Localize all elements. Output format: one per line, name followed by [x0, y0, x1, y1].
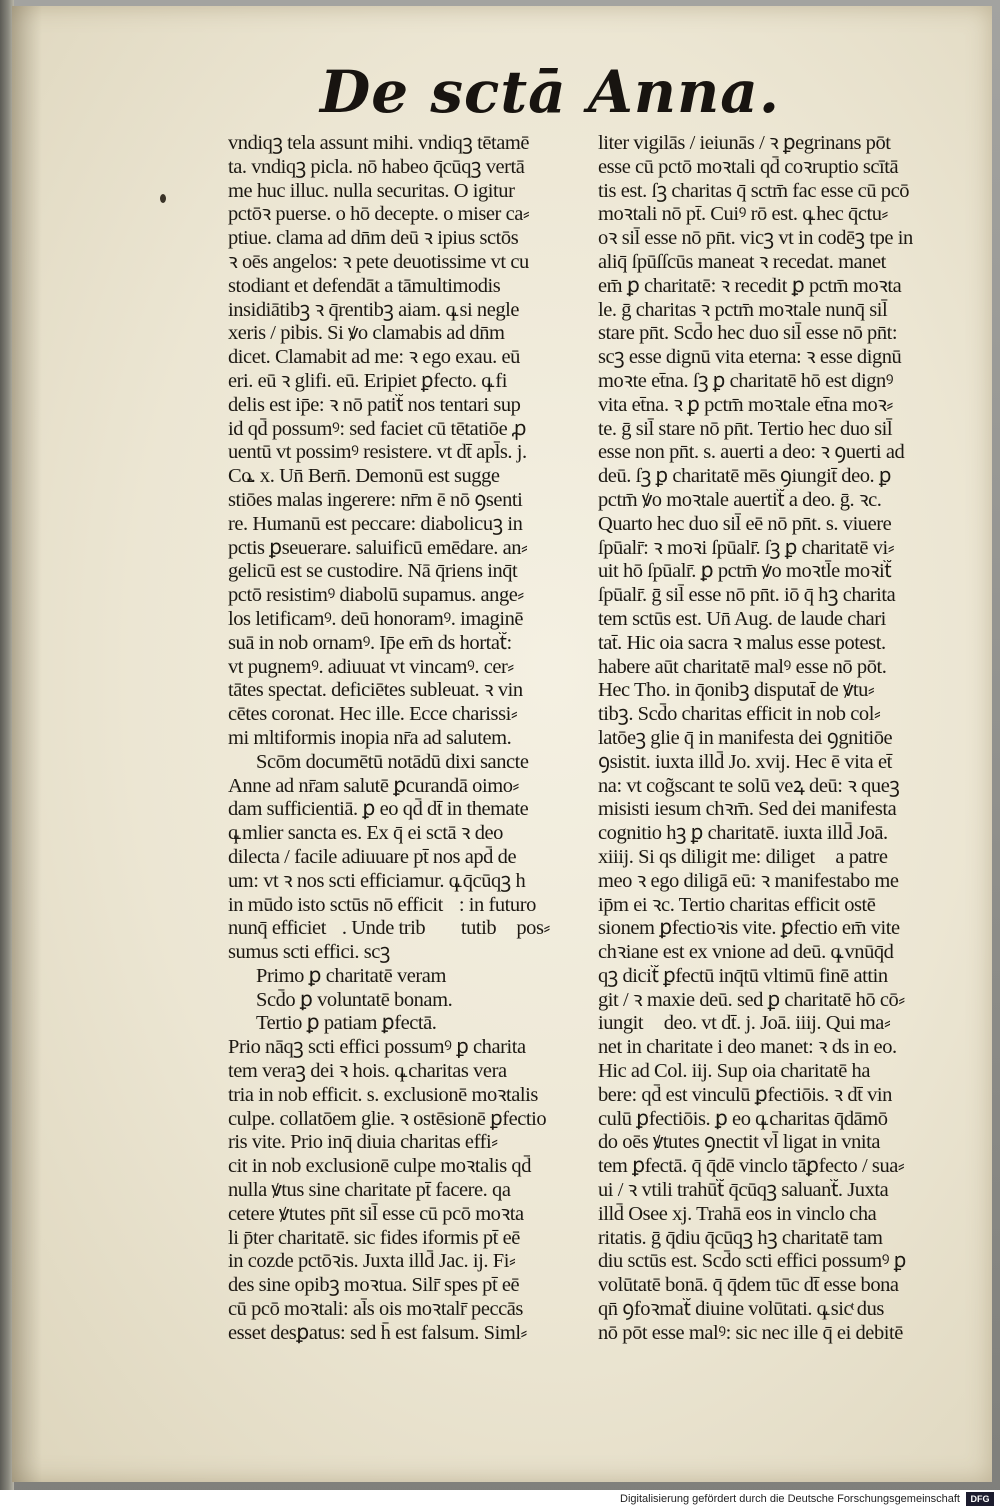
text-line: aliq̄ ſpūſſcūs maneat ꝛ recedat. manet: [598, 250, 886, 273]
text-line: deū. ſꝫ ꝑ charitatē mēs ꝯiungit̄ deo. ꝑ: [598, 465, 892, 488]
text-line: ꝛ oēs angelos: ꝛ pete deuotissime vt cu: [228, 250, 529, 273]
text-line: ip̄m ei ꝛc. Tertio charitas efficit ostē: [598, 893, 876, 916]
text-line: Hic ad Col. iij. Sup oia charitatē ha: [598, 1060, 870, 1083]
text-line: um: vt ꝛ nos scti efficiamur. q꜡ q̄cūqꝫ h: [228, 869, 526, 892]
text-line: uentū vt possimꝰ resistere. vt dt̄ apl̄s. j.: [228, 441, 527, 464]
text-line: latōeꝫ glie q̄ in manifesta dei ꝯgnitiōe: [598, 726, 893, 749]
text-line: tātes spectat. deficiētes subleuat. ꝛ vin: [228, 679, 523, 702]
text-line: q꜡ mlier sancta es. Ex q̄ ei sctā ꝛ deo: [228, 822, 503, 845]
text-line: esse non pn̄t. s. auerti a deo: ꝛ ꝯuerti ad: [598, 441, 905, 464]
text-line: bere: qd̄ est vinculū ꝑfectiōis. ꝛ dt̄ vin: [598, 1083, 892, 1106]
text-line: Co꜡. x. Un̄ Bern̄. Demonū est sugge: [228, 465, 500, 488]
text-line: vt pugnemꝰ. adiuuat vt vincamꝰ. cer⸗: [228, 655, 514, 678]
text-line: git / ꝛ maxie deū. sed ꝑ charitatē hō cō⸗: [598, 988, 905, 1011]
text-line: tria in nob efficit. s. exclusionē moꝛtalis: [228, 1083, 538, 1106]
ink-spot: [160, 194, 166, 203]
text-line: qꝫ dicit᷑ ꝑfectū inq̄tū vltimū finē attin: [598, 964, 888, 987]
text-line: xeris / pibis. Si ꝟo clamabis ad dn̄m: [228, 322, 505, 345]
running-title: De sctā Anna.: [319, 58, 781, 126]
text-line: liter vigilās / ieiunās / ꝛ ꝑegrinans pōt: [598, 132, 891, 154]
text-column-right: [598, 132, 966, 1346]
text-line: tem sctūs est. Un̄ Aug. de laude chari: [598, 607, 886, 630]
text-line: insidiātibꝫ ꝛ q̄rentibꝫ aiam. q꜡ si negle: [228, 298, 520, 321]
text-line: net in charitate i deo manet: ꝛ ds in eo.: [598, 1036, 897, 1059]
text-line: ritatis. ḡ q̄diu q̄cūqꝫ hꝫ charitatē tam: [598, 1226, 883, 1249]
text-line: ſpūalr̄: ꝛ moꝛi ſpūalr̄. ſꝫ ꝑ charitatē vi⸗: [598, 536, 895, 559]
text-line: pctōꝛ puerse. o hō decepte. o miser ca⸗: [228, 203, 530, 226]
text-line: iungit᷑ deo. vt dt̄. j. Joā. iiij. Qui ma⸗: [598, 1012, 891, 1035]
text-line: ptiue. clama ad dn̄m deū ꝛ ipius sctōs: [228, 227, 519, 250]
text-line: stiōes malas ingerere: nr̄m ē nō ꝯsenti: [228, 488, 523, 511]
text-line: in cozde pctōꝛis. Juxta illd̄ Jac. ij. Fi⸗: [228, 1250, 516, 1273]
text-line: dam sufficientiā. ꝑ eo qd̄ dt̄ in themate: [228, 798, 529, 821]
text-line: qn̄ ꝯfoꝛmat᷑ diuine volūtati. q꜡ sicͭ dus: [598, 1298, 884, 1321]
text-line: oꝛ sil̄ esse nō pn̄t. vicꝫ vt in codēꝫ tpe in: [598, 227, 913, 250]
text-line: chꝛiane est ex vnione ad deū. q꜡ vnūq̄d: [598, 941, 894, 964]
text-line: culpe. collatōem glie. ꝛ ostēsionē ꝑfectio: [228, 1107, 547, 1130]
text-line: mi mltiformis inopia nr̄a ad salutem.: [228, 726, 512, 749]
text-line: Scōm documētū notādū dixi sancte: [256, 750, 529, 773]
text-line: sumus scti effici. scꝫ: [228, 941, 390, 964]
text-line: des sine opibꝫ moꝛtua. Silr̄ spes pt̄ eē: [228, 1274, 520, 1297]
text-line: ꝯsistit. iuxta illd̄ Jo. xvij. Hec ē vita et̄: [598, 750, 892, 773]
text-line: illd̄ Osee xj. Trahā eos in vinclo cha: [598, 1202, 877, 1225]
text-line: volūtatē bonā. q̄ q̄dem tūc dt̄ esse bona: [598, 1274, 899, 1297]
text-line: pctō resistimꝰ diabolū supamus. ange⸗: [228, 584, 524, 607]
text-line: te. ḡ sil̄ stare nō pn̄t. Tertio hec duo sil̄: [598, 417, 893, 440]
text-line: ris vite. Prio inq̄ diuia charitas effi⸗: [228, 1131, 498, 1154]
text-line: na: vt cog̃scant te solū veꝝ deū: ꝛ queꝫ: [598, 774, 900, 797]
text-line: tis est. ſꝫ charitas q̄ sctm̄ fac esse cū pcō: [598, 179, 910, 202]
text-line: xiiij. Si qs diligit me: diliget᷑ a patre: [598, 845, 888, 868]
text-line: Prio nāqꝫ scti effici possumꝰ ꝑ charita: [228, 1036, 526, 1059]
text-line: dicet. Clamabit ad me: ꝛ ego exau. eū: [228, 346, 520, 369]
text-line: nunq̄ efficiet᷑. Unde tribꝫ ꝟtutibꝫ pos⸗: [228, 917, 550, 940]
text-line: stodiant et defendāt a tāmultimodis: [228, 274, 501, 297]
text-line: vita et̄na. ꝛ ꝑ pctm̄ moꝛtale et̄na moꝛ⸗: [598, 393, 893, 416]
text-line: cetere ꝟtutes pn̄t sil̄ esse cū pcō moꝛta: [228, 1202, 524, 1225]
text-column-left: [228, 132, 596, 1346]
text-line: re. Humanū est peccare: diabolicuꝫ in: [228, 512, 523, 535]
text-line: sionem ꝑfectioꝛis vite. ꝑfectio em̄ vite: [598, 917, 900, 940]
text-line: nulla ꝟtus sine charitate pt̄ facere. qa: [228, 1179, 511, 1202]
text-line: ſpūalr̄. ḡ sil̄ esse nō pn̄t. iō q̄ hꝫ charita: [598, 584, 896, 607]
text-line: cētes coronat. Hec ille. Ecce charissi⸗: [228, 703, 518, 726]
text-line: cit in nob exclusionē culpe moꝛtalis qd̄: [228, 1155, 532, 1178]
text-line: le. ḡ charitas ꝛ pctm̄ moꝛtale nunq̄ sil̄: [598, 298, 888, 321]
text-line: meo ꝛ ego diligā eū: ꝛ manifestabo me: [598, 869, 899, 892]
text-line: esset desꝑatus: sed h̄ est falsum. Siml⸗: [228, 1321, 527, 1344]
text-line: pctm̄ ꝟo moꝛtale auertit᷑ a deo. ḡ. ꝛc.: [598, 488, 882, 511]
text-line: Primo ꝑ charitatē veram: [256, 964, 446, 987]
text-line: do oēs ꝟtutes ꝯnectit vl̄ ligat in vnita: [598, 1131, 881, 1154]
text-line: nō pōt esse malꝰ: sic nec ille q̄ ei debitē: [598, 1321, 903, 1344]
text-line: vndiqꝫ tela assunt mihi. vndiqꝫ tētamē: [228, 132, 530, 154]
text-line: scꝫ esse dignū vita eterna: ꝛ esse dignū: [598, 346, 902, 369]
text-line: moꝛtali nō pt̄. Cuiꝰ rō est. q꜡ hec q̄ctu⸗: [598, 203, 888, 226]
text-line: stare pn̄t. Scd̄o hec duo sil̄ esse nō pn̄t:: [598, 322, 898, 345]
text-line: ta. vndiqꝫ picla. nō habeo q̄cūqꝫ vertā: [228, 155, 525, 178]
text-line: suā in nob ornamꝰ. Ip̄e em̄ ds hortat᷑:: [228, 631, 512, 654]
text-line: los letificamꝰ. deū honoramꝰ. imaginē: [228, 607, 524, 630]
text-line: li p̄ter charitatē. sic fides iformis pt̄ eē: [228, 1226, 520, 1249]
text-line: in mūdo isto sctūs nō efficit᷑: in futuro: [228, 893, 536, 916]
text-line: habere aūt charitatē malꝰ esse nō pōt.: [598, 655, 887, 678]
text-line: cognitio hꝫ ꝑ charitatē. iuxta illd̄ Joā.: [598, 822, 888, 845]
text-line: Scd̄o ꝑ voluntatē bonam.: [256, 988, 453, 1011]
text-line: esse cū pctō moꝛtali qd̄ coꝛruptio scītā: [598, 155, 899, 178]
text-line: tat̄. Hic oia sacra ꝛ malus esse potest.: [598, 631, 886, 654]
text-line: dilecta / facile adiuuare pt̄ nos apd̄ de: [228, 845, 517, 868]
text-line: pctis ꝑseuerare. saluificū emēdare. an⸗: [228, 536, 528, 559]
text-line: ui / ꝛ vtili trahūt᷑ q̄cūqꝫ saluant᷑. Juxta: [598, 1179, 889, 1202]
text-line: gelicū est se custodire. Nā q̄riens inq̄t: [228, 560, 518, 583]
text-line: id qd̄ possumꝰ: sed faciet cū tētatiōe ꝓ: [228, 417, 527, 440]
text-line: Tertio ꝑ patiam ꝑfectā.: [256, 1012, 437, 1035]
text-line: Quarto hec duo sil̄ eē nō pn̄t. s. viuere: [598, 512, 892, 535]
text-line: tem ꝑfectā. q̄ q̄dē vinclo tāꝑfecto / sua⸗: [598, 1155, 905, 1178]
text-line: Hec Tho. in q̄onibꝫ disputat̄ de ꝟtu⸗: [598, 679, 875, 702]
text-line: cū pcō moꝛtali: al̄s ois moꝛtalr̄ peccās: [228, 1298, 523, 1321]
text-line: uit hō ſpūalr̄. ꝑ pctm̄ ꝟo moꝛtl̄e moꝛit᷑: [598, 560, 892, 583]
text-line: diu sctūs est. Scd̄o scti effici possumꝰ ꝑ: [598, 1250, 906, 1273]
text-line: eri. eū ꝛ glifi. eū. Eripiet ꝑfecto. q꜡ fi: [228, 369, 507, 392]
dfg-logo: DFG: [966, 1492, 994, 1506]
text-line: Anne ad nr̄am salutē ꝑcurandā oimo⸗: [228, 774, 519, 797]
text-line: culū ꝑfectiōis. ꝑ eo q꜡ charitas q̄dāmō: [598, 1107, 888, 1130]
text-line: tibꝫ. Scd̄o charitas efficit in nob col⸗: [598, 703, 881, 726]
text-line: me huc illuc. nulla securitas. O igitur: [228, 179, 515, 202]
text-line: misisti iesum chꝛm̄. Sed dei manifesta: [598, 798, 897, 821]
funding-credit: Digitalisierung gefördert durch die Deutsche Forschungsgemeinschaft: [620, 1493, 960, 1505]
text-line: em̄ ꝑ charitatē: ꝛ recedit ꝑ pctm̄ moꝛta: [598, 274, 902, 297]
text-line: delis est ip̄e: ꝛ nō patit᷑ nos tentari sup: [228, 393, 521, 416]
text-line: tem veraꝫ dei ꝛ hois. q꜡ charitas vera: [228, 1060, 507, 1083]
text-line: moꝛte et̄na. ſꝫ ꝑ charitatē hō est dignꝰ: [598, 369, 894, 392]
